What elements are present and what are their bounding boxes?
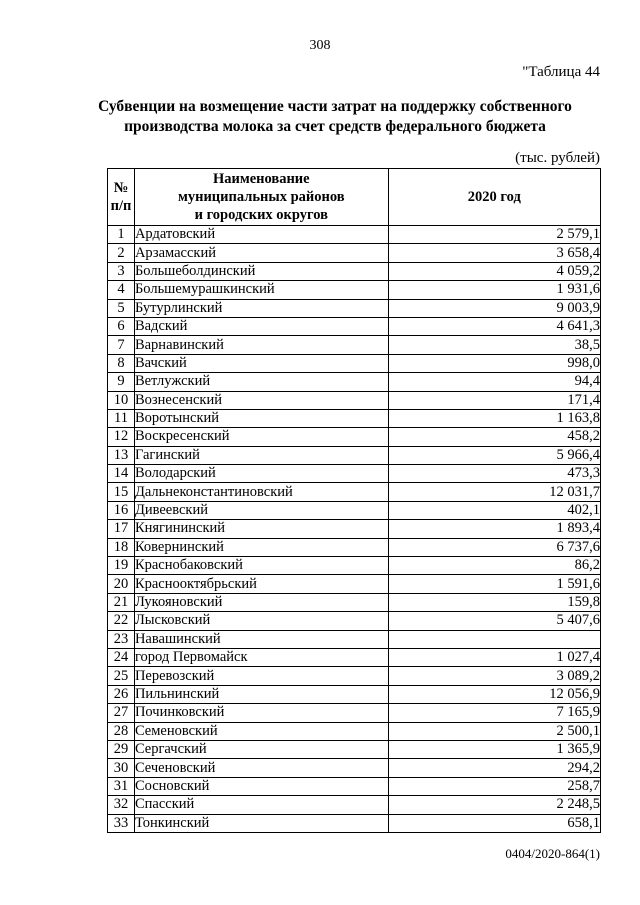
row-number: 11: [108, 409, 135, 427]
row-number: 3: [108, 262, 135, 280]
district-name: Ардатовский: [134, 226, 388, 244]
subsidy-value: 2 248,5: [388, 796, 600, 814]
table-row: [108, 648, 601, 666]
subsidy-value: 7 165,9: [388, 704, 600, 722]
row-number: 5: [108, 299, 135, 317]
subsidy-value: 402,1: [388, 501, 600, 519]
row-number: 10: [108, 391, 135, 409]
district-name: Перевозский: [134, 667, 388, 685]
row-number: 28: [108, 722, 135, 740]
district-name: Варнавинский: [134, 336, 388, 354]
subsidy-value: 12 031,7: [388, 483, 600, 501]
subsidy-value: 4 059,2: [388, 262, 600, 280]
row-number: 29: [108, 740, 135, 758]
table-body: [108, 226, 601, 833]
subsidy-value: 5 966,4: [388, 446, 600, 464]
subsidy-value: [388, 630, 600, 648]
subsidy-value: 473,3: [388, 465, 600, 483]
row-number: 22: [108, 612, 135, 630]
row-number: 31: [108, 777, 135, 795]
row-number: 33: [108, 814, 135, 832]
table-row: [108, 575, 601, 593]
table-row: [108, 593, 601, 611]
district-name: Вадский: [134, 317, 388, 335]
row-number: 4: [108, 281, 135, 299]
subsidy-value: 3 658,4: [388, 244, 600, 262]
row-number: 6: [108, 317, 135, 335]
row-number: 12: [108, 428, 135, 446]
table-row: [108, 354, 601, 372]
subsidy-value: 998,0: [388, 354, 600, 372]
district-name: Ветлужский: [134, 373, 388, 391]
subsidy-value: 658,1: [388, 814, 600, 832]
district-name: Вознесенский: [134, 391, 388, 409]
subsidy-value: 9 003,9: [388, 299, 600, 317]
units-note: (тыс. рублей): [515, 150, 600, 166]
row-number: 21: [108, 593, 135, 611]
table-row: [108, 557, 601, 575]
district-name: Сеченовский: [134, 759, 388, 777]
table-row: [108, 244, 601, 262]
table-row: [108, 281, 601, 299]
table-row: [108, 777, 601, 795]
table-row: [108, 336, 601, 354]
subsidy-value: 3 089,2: [388, 667, 600, 685]
district-name: Сосновский: [134, 777, 388, 795]
header-name: Наименование муниципальных районов и городских округов: [134, 169, 388, 226]
row-number: 9: [108, 373, 135, 391]
row-number: 30: [108, 759, 135, 777]
table-row: [108, 630, 601, 648]
row-number: 15: [108, 483, 135, 501]
table-row: [108, 409, 601, 427]
table-row: [108, 722, 601, 740]
district-name: Краснобаковский: [134, 557, 388, 575]
table-row: [108, 667, 601, 685]
row-number: 13: [108, 446, 135, 464]
table-row: [108, 483, 601, 501]
subsidy-value: 38,5: [388, 336, 600, 354]
row-number: 27: [108, 704, 135, 722]
subsidy-value: 12 056,9: [388, 685, 600, 703]
subsidy-value: 159,8: [388, 593, 600, 611]
subsidy-value: 1 365,9: [388, 740, 600, 758]
district-name: Лукояновский: [134, 593, 388, 611]
subsidy-value: 6 737,6: [388, 538, 600, 556]
table-row: [108, 759, 601, 777]
district-name: Сергачский: [134, 740, 388, 758]
row-number: 7: [108, 336, 135, 354]
table-row: [108, 796, 601, 814]
district-name: Княгининский: [134, 520, 388, 538]
table-header-row: [108, 169, 601, 226]
district-name: город Первомайск: [134, 648, 388, 666]
district-name: Навашинский: [134, 630, 388, 648]
row-number: 2: [108, 244, 135, 262]
table-row: [108, 685, 601, 703]
document-title: [80, 97, 590, 137]
district-name: Ковернинский: [134, 538, 388, 556]
district-name: Вачский: [134, 354, 388, 372]
district-name: Гагинский: [134, 446, 388, 464]
district-name: Володарский: [134, 465, 388, 483]
subsidy-value: 2 579,1: [388, 226, 600, 244]
row-number: 1: [108, 226, 135, 244]
district-name: Большемурашкинский: [134, 281, 388, 299]
row-number: 25: [108, 667, 135, 685]
subsidy-value: 258,7: [388, 777, 600, 795]
row-number: 16: [108, 501, 135, 519]
district-name: Починковский: [134, 704, 388, 722]
table-row: [108, 704, 601, 722]
table-row: [108, 814, 601, 832]
subsidy-value: 4 641,3: [388, 317, 600, 335]
row-number: 19: [108, 557, 135, 575]
table-row: [108, 538, 601, 556]
row-number: 23: [108, 630, 135, 648]
table-row: [108, 299, 601, 317]
subsidy-value: 94,4: [388, 373, 600, 391]
subsidy-value: 458,2: [388, 428, 600, 446]
subsidy-value: 1 163,8: [388, 409, 600, 427]
district-name: Семеновский: [134, 722, 388, 740]
row-number: 17: [108, 520, 135, 538]
district-name: Спасский: [134, 796, 388, 814]
district-name: Лысковский: [134, 612, 388, 630]
subsidy-value: 1 591,6: [388, 575, 600, 593]
table-row: [108, 391, 601, 409]
title-line-2: производства молока за счет средств федерального бюджета: [124, 118, 546, 135]
district-name: Краснооктябрьский: [134, 575, 388, 593]
table-row: [108, 465, 601, 483]
table-label: "Таблица 44: [522, 64, 600, 80]
row-number: 14: [108, 465, 135, 483]
subsidy-value: 1 931,6: [388, 281, 600, 299]
table-row: [108, 612, 601, 630]
table-row: [108, 501, 601, 519]
page-number: 308: [309, 38, 331, 53]
subsidy-value: 171,4: [388, 391, 600, 409]
row-number: 18: [108, 538, 135, 556]
table-row: [108, 262, 601, 280]
subsidy-value: 294,2: [388, 759, 600, 777]
district-name: Воротынский: [134, 409, 388, 427]
subsidy-table: [107, 168, 601, 833]
row-number: 8: [108, 354, 135, 372]
subsidy-value: 5 407,6: [388, 612, 600, 630]
header-year: 2020 год: [388, 169, 600, 226]
subsidy-value: 86,2: [388, 557, 600, 575]
subsidy-value: 1 027,4: [388, 648, 600, 666]
district-name: Воскресенский: [134, 428, 388, 446]
district-name: Дальнеконстантиновский: [134, 483, 388, 501]
row-number: 24: [108, 648, 135, 666]
table-row: [108, 317, 601, 335]
district-name: Арзамасский: [134, 244, 388, 262]
district-name: Большеболдинский: [134, 262, 388, 280]
title-line-1: Субвенции на возмещение части затрат на поддержку собственного: [98, 98, 572, 115]
footer-code: 0404/2020-864(1): [505, 846, 600, 861]
header-number: № п/п: [108, 169, 135, 226]
table-row: [108, 373, 601, 391]
district-name: Дивеевский: [134, 501, 388, 519]
table-row: [108, 520, 601, 538]
table-row: [108, 226, 601, 244]
subsidy-value: 1 893,4: [388, 520, 600, 538]
row-number: 20: [108, 575, 135, 593]
table-row: [108, 446, 601, 464]
row-number: 26: [108, 685, 135, 703]
district-name: Тонкинский: [134, 814, 388, 832]
table-row: [108, 428, 601, 446]
district-name: Бутурлинский: [134, 299, 388, 317]
subsidy-value: 2 500,1: [388, 722, 600, 740]
row-number: 32: [108, 796, 135, 814]
district-name: Пильнинский: [134, 685, 388, 703]
table-row: [108, 740, 601, 758]
